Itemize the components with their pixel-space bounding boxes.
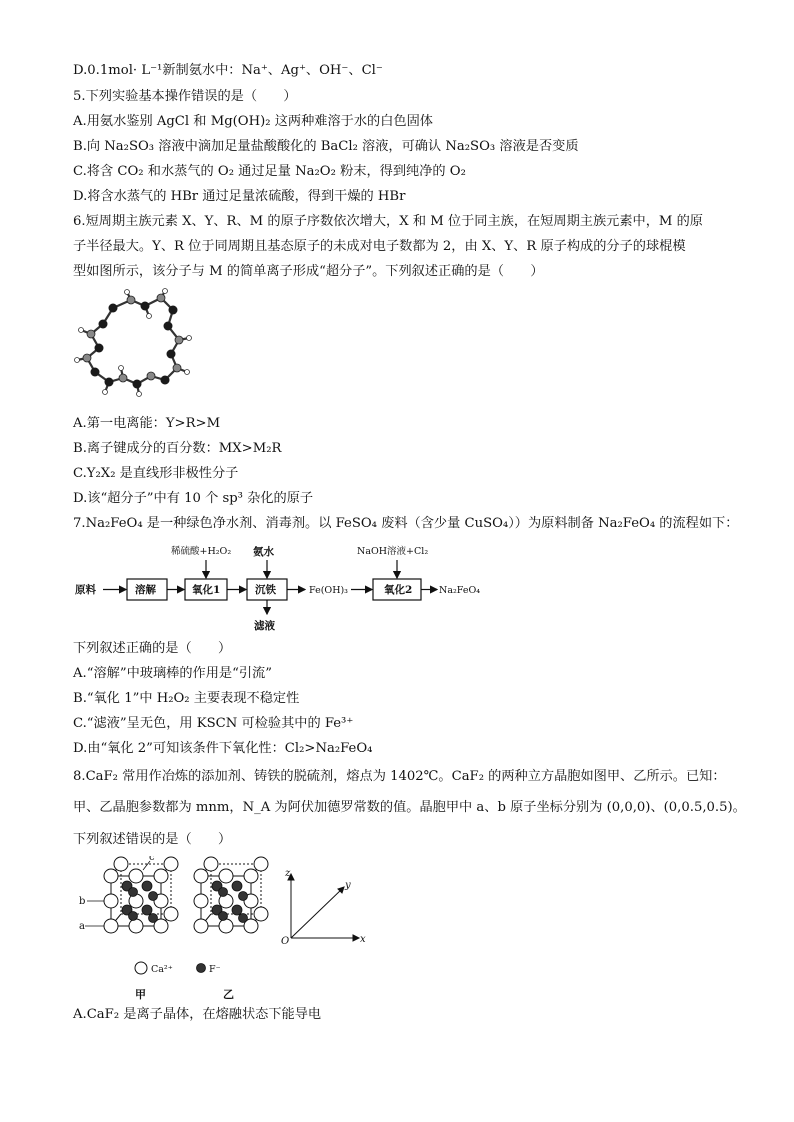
axis-origin-label: O — [281, 936, 290, 947]
q6-option-a: A.第一电离能：Y>R>M — [73, 416, 221, 431]
q6-stem-line1: 6.短周期主族元素 X、Y、R、M 的原子序数依次增大，X 和 M 位于同主族，在短周期主族元素中，M 的原 — [73, 214, 703, 229]
q7-ask: 下列叙述正确的是（ ） — [73, 641, 232, 656]
q8-stem-line1: 8.CaF₂ 常用作冶炼的添加剂、铸铁的脱硫剂，熔点为 1402℃。CaF₂ 的两种立方晶胞如图甲、乙所示。已知： — [73, 769, 726, 784]
caf2-unit-cell-figure — [73, 856, 373, 1002]
q6-option-d: D.该“超分子”中有 10 个 sp³ 杂化的原子 — [73, 491, 314, 506]
q7-stem: 7.Na₂FeO₄ 是一种绿色净水剂、消毒剂。以 FeSO₄ 废料（含少量 CuSO₄））为原料制备 Na₂FeO₄ 的流程如下： — [73, 516, 739, 531]
flow-oxid1: 氧化1 — [192, 584, 221, 596]
q5-stem: 5.下列实验基本操作错误的是（ ） — [73, 89, 297, 104]
legend-ca-label: Ca²⁺ — [151, 964, 173, 975]
caption-jia: 甲 — [135, 988, 146, 1001]
axis-z-label: z — [285, 868, 291, 879]
flow-filtrate: 滤液 — [254, 620, 275, 632]
flow-oxid2: 氧化2 — [384, 584, 413, 596]
legend-f-label: F⁻ — [209, 964, 221, 975]
label-b: b — [79, 896, 86, 907]
q8-stem-line2: 甲、乙晶胞参数都为 mnm，N_A 为阿伏加德罗常数的值。晶胞甲中 a、b 原子坐标分别为 (0,0,0)、(0,0.5,0.5)。 — [73, 800, 746, 815]
q6-stem-line2: 子半径最大。Y、R 位于同周期且基态原子的未成对电子数都为 2，由 X、Y、R 原子构成的分子的球棍模 — [73, 239, 686, 254]
flow-sink: 沉铁 — [255, 584, 276, 596]
q5-option-d: D.将含水蒸气的 HBr 通过足量浓硫酸，得到干燥的 HBr — [73, 189, 406, 204]
q7-option-a: A.“溶解”中玻璃棒的作用是“引流” — [73, 666, 272, 681]
q4-option-d: D.0.1mol· L⁻¹新制氨水中：Na⁺、Ag⁺、OH⁻、Cl⁻ — [73, 63, 383, 78]
axis-x-label: x — [360, 934, 366, 945]
flow-reagent1: 稀硫酸+H₂O₂ — [171, 546, 232, 557]
q5-option-b: B.向 Na₂SO₃ 溶液中滴加足量盐酸酸化的 BaCl₂ 溶液，可确认 Na₂SO₃ 溶液是否变质 — [73, 139, 579, 154]
q7-option-b: B.“氧化 1”中 H₂O₂ 主要表现不稳定性 — [73, 691, 300, 706]
q7-option-c: C.“滤液”呈无色，用 KSCN 可检验其中的 Fe³⁺ — [73, 716, 354, 731]
q5-option-a: A.用氨水鉴别 AgCl 和 Mg(OH)₂ 这两种难溶于水的白色固体 — [73, 114, 433, 129]
flow-product2: Na₂FeO₄ — [439, 585, 481, 596]
flow-reagent2: 氨水 — [253, 546, 274, 558]
caption-yi: 乙 — [223, 988, 234, 1001]
q6-option-c: C.Y₂X₂ 是直线形非极性分子 — [73, 466, 239, 481]
q8-ask: 下列叙述错误的是（ ） — [73, 832, 232, 847]
q6-stem-line3: 型如图所示，该分子与 M 的简单离子形成“超分子”。下列叙述正确的是（ ） — [73, 264, 544, 279]
q7-process-flowchart — [73, 541, 493, 635]
flow-dissolve: 溶解 — [135, 584, 156, 596]
q5-option-c: C.将含 CO₂ 和水蒸气的 O₂ 通过足量 Na₂O₂ 粉末，得到纯净的 O₂ — [73, 164, 466, 179]
label-c: c — [149, 856, 155, 863]
crown-ether-ball-stick-figure — [73, 288, 201, 406]
legend-f-marker — [197, 964, 206, 973]
legend-ca-marker — [135, 962, 147, 974]
q7-option-d: D.由“氧化 2”可知该条件下氧化性：Cl₂>Na₂FeO₄ — [73, 741, 373, 756]
label-a: a — [79, 921, 85, 932]
q8-option-a: A.CaF₂ 是离子晶体，在熔融状态下能导电 — [73, 1007, 322, 1022]
q6-option-b: B.离子键成分的百分数：MX>M₂R — [73, 441, 282, 456]
flow-product1: Fe(OH)₃ — [309, 585, 348, 596]
axis-y-label: y — [345, 880, 351, 891]
flow-reagent3: NaOH溶液+Cl₂ — [357, 546, 429, 557]
flow-raw: 原料 — [75, 584, 96, 596]
